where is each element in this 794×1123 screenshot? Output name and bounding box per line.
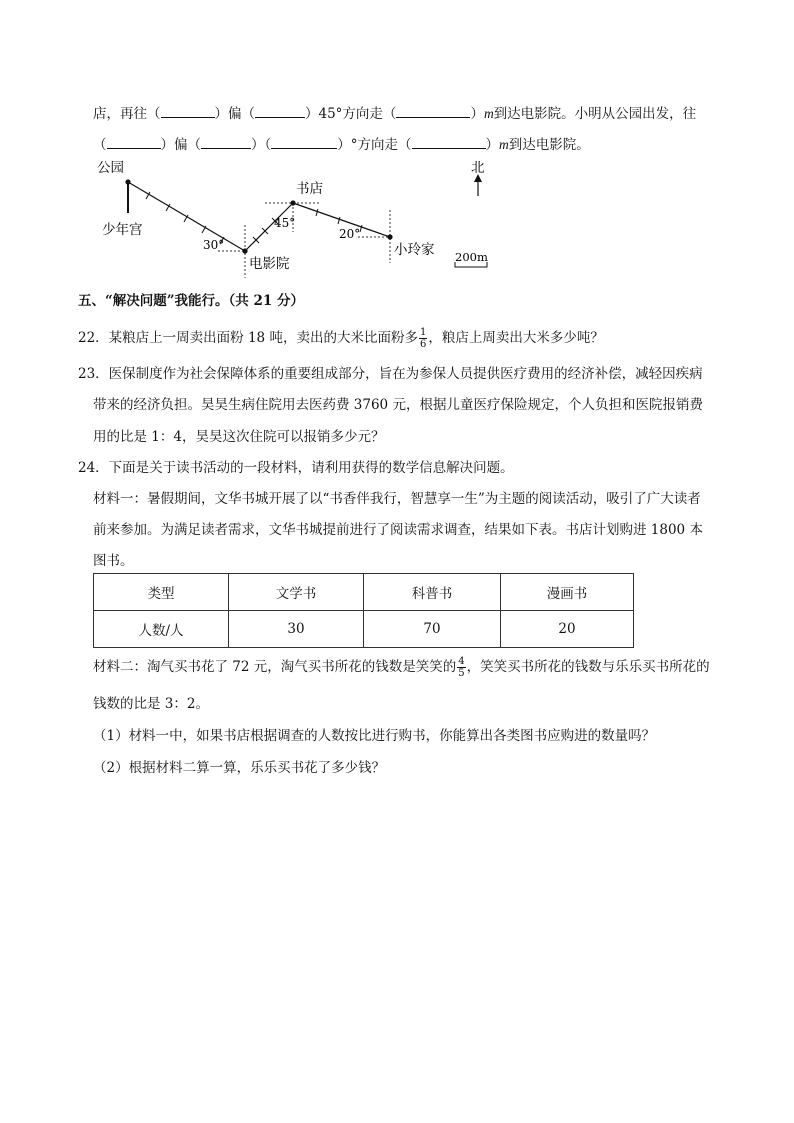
table-header-cell: 漫画书 bbox=[501, 574, 634, 611]
table-row bbox=[94, 611, 634, 648]
question-24-intro: 24．下面是关于读书活动的一段材料，请利用获得的数学信息解决问题。 bbox=[78, 460, 514, 476]
table-cell: 30 bbox=[229, 611, 364, 648]
fraction: $\frac{4}{5}$ bbox=[458, 656, 465, 679]
question-23-line-1: 23．医保制度作为社会保障体系的重要组成部分，旨在为参保人员提供医疗费用的经济补偿，减轻因疾病 bbox=[78, 366, 703, 382]
table-cell: 人数/人 bbox=[94, 611, 229, 648]
table-header-row bbox=[94, 574, 634, 611]
material-2-line-1: 材料二：淘气买书花了 72 元，淘气买书所花的钱数是笑笑的 $\frac{4}{5}$ ，笑笑买书所花的钱数与乐乐买书所花的 bbox=[93, 656, 710, 679]
label-angle-30: 30° bbox=[203, 238, 225, 252]
material-1-line-1: 材料一：暑假期间，文华书城开展了以“书香伴我行，智慧享一生”为主题的阅读活动，吸引了广大读者 bbox=[93, 491, 701, 507]
table-cell: 20 bbox=[501, 611, 634, 648]
label-park: 公园 bbox=[97, 160, 124, 176]
section-title: 五、“解决问题”我能行。（共 21 分） bbox=[78, 293, 304, 309]
q21-line-2: （ ）偏（ ）（ ）°方向走（ ）m到达电影院。 bbox=[93, 137, 590, 153]
material-1-line-2: 前来参加。为满足读者需求，文华书城提前进行了阅读需求调查，结果如下表。书店计划购进 1800 本 bbox=[93, 522, 703, 538]
sub-question-2: （2）根据材料二算一算，乐乐买书花了多少钱？ bbox=[93, 760, 386, 776]
route-map bbox=[0, 0, 794, 290]
label-bookstore: 书店 bbox=[296, 181, 323, 197]
table-cell: 70 bbox=[364, 611, 501, 648]
question-23-line-2: 带来的经济负担。昊昊生病住院用去医药费 3760 元，根据儿童医疗保险规定，个人负担和医院报销费 bbox=[93, 397, 703, 413]
q21-line-1: 店，再往（ ）偏（ ）45°方向走（ ）m到达电影院。小明从公园出发，往 bbox=[93, 106, 697, 122]
label-angle-20: 20° bbox=[339, 227, 361, 241]
label-cinema: 电影院 bbox=[249, 256, 290, 272]
question-22: 22．某粮店上一周卖出面粉 18 吨，卖出的大米比面粉多 $\frac{1}{6}$ ，粮店上周卖出大米多少吨？ bbox=[78, 327, 604, 350]
label-scale: 200m bbox=[455, 250, 488, 264]
label-home: 小玲家 bbox=[394, 242, 435, 258]
question-23-line-3: 用的比是 1：4，昊昊这次住院可以报销多少元？ bbox=[93, 429, 385, 445]
material-1-line-3: 图书。 bbox=[93, 553, 134, 569]
material-2-line-2: 钱数的比是 3：2。 bbox=[93, 696, 209, 712]
table-header-cell: 科普书 bbox=[364, 574, 501, 611]
fraction: $\frac{1}{6}$ bbox=[419, 327, 427, 350]
table-header-cell: 文学书 bbox=[229, 574, 364, 611]
north-icon: 北 bbox=[471, 160, 485, 176]
table-header-cell: 类型 bbox=[94, 574, 229, 611]
survey-table bbox=[93, 573, 634, 648]
label-youth-palace: 少年宫 bbox=[102, 222, 143, 238]
label-angle-45: 45° bbox=[274, 216, 296, 230]
sub-question-1: （1）材料一中，如果书店根据调查的人数按比进行购书，你能算出各类图书应购进的数量吗？ bbox=[93, 728, 656, 744]
